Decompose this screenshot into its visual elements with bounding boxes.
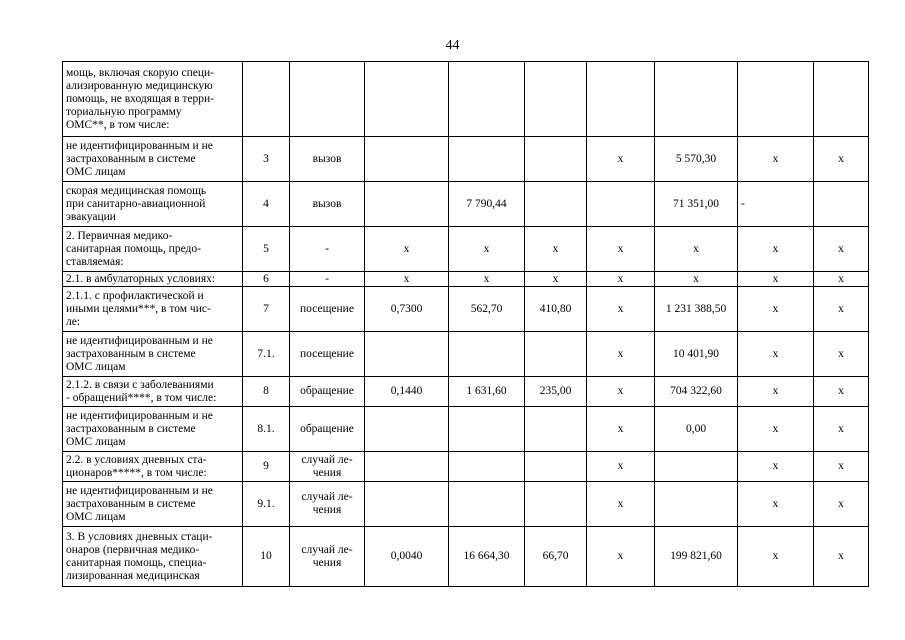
cell-cost-per-unit [449, 482, 525, 527]
table-row [63, 482, 869, 527]
page-number: 44 [445, 38, 460, 53]
cell-col10: х [814, 332, 869, 377]
cell-col7: х [587, 527, 655, 587]
cell-col7: х [587, 287, 655, 332]
table-row [63, 272, 869, 287]
cell-col9: х [738, 452, 814, 482]
cell-volume-norm [365, 62, 449, 137]
cell-unit: - [290, 227, 365, 272]
cell-name: 2. Первичная медико- санитарная помощь, предо- ставляемая: [63, 227, 243, 272]
cell-col7: х [587, 227, 655, 272]
cell-row-number: 8 [243, 377, 290, 407]
table-row [63, 452, 869, 482]
cell-col7: х [587, 332, 655, 377]
cell-total: х [655, 272, 738, 287]
cell-col9: х [738, 287, 814, 332]
cell-col9: х [738, 377, 814, 407]
cell-total: 10 401,90 [655, 332, 738, 377]
cell-total: 5 570,30 [655, 137, 738, 182]
cell-name: не идентифицированным и не застрахованным в системе ОМС лицам [63, 407, 243, 452]
cell-col7: х [587, 407, 655, 452]
cell-unit: случай ле- чения [290, 527, 365, 587]
cell-col7: х [587, 377, 655, 407]
cell-unit: обращение [290, 407, 365, 452]
cell-col9: х [738, 527, 814, 587]
cell-name: не идентифицированным и не застрахованным в системе ОМС лицам [63, 332, 243, 377]
cell-cost-per-unit [449, 332, 525, 377]
cell-unit: посещение [290, 287, 365, 332]
cell-name: 2.1.1. с профилактической и иными целями***, в том чис- ле: [63, 287, 243, 332]
cell-row-number: 7.1. [243, 332, 290, 377]
cell-cost-per-unit: х [449, 227, 525, 272]
cell-volume-norm [365, 332, 449, 377]
cell-col10: х [814, 287, 869, 332]
cell-row-number: 5 [243, 227, 290, 272]
cell-per-capita: х [525, 272, 587, 287]
cell-volume-norm [365, 452, 449, 482]
cell-volume-norm [365, 182, 449, 227]
cell-col10: х [814, 227, 869, 272]
cell-unit: случай ле- чения [290, 482, 365, 527]
cell-col9: - [738, 182, 814, 227]
cell-col7: х [587, 137, 655, 182]
cell-name: не идентифицированным и не застрахованным в системе ОМС лицам [63, 137, 243, 182]
cell-col9: х [738, 482, 814, 527]
cell-row-number: 4 [243, 182, 290, 227]
cell-volume-norm [365, 137, 449, 182]
cell-col9: х [738, 272, 814, 287]
cell-total: х [655, 227, 738, 272]
cell-cost-per-unit [449, 62, 525, 137]
cell-col10: х [814, 377, 869, 407]
tariff-table [62, 61, 869, 587]
cell-unit: - [290, 272, 365, 287]
cell-row-number: 7 [243, 287, 290, 332]
cell-col10: х [814, 452, 869, 482]
table-row [63, 137, 869, 182]
cell-col7: х [587, 272, 655, 287]
cell-col9: х [738, 332, 814, 377]
cell-volume-norm: 0,7300 [365, 287, 449, 332]
cell-cost-per-unit [449, 407, 525, 452]
cell-per-capita: 66,70 [525, 527, 587, 587]
cell-col10: х [814, 482, 869, 527]
cell-row-number [243, 62, 290, 137]
cell-col10 [814, 62, 869, 137]
cell-col10: х [814, 272, 869, 287]
cell-col10: х [814, 527, 869, 587]
cell-total [655, 62, 738, 137]
cell-col10: х [814, 407, 869, 452]
cell-per-capita [525, 407, 587, 452]
cell-col9: х [738, 407, 814, 452]
cell-per-capita [525, 62, 587, 137]
table-row [63, 332, 869, 377]
cell-volume-norm [365, 407, 449, 452]
cell-total [655, 452, 738, 482]
cell-cost-per-unit [449, 452, 525, 482]
cell-total: 199 821,60 [655, 527, 738, 587]
cell-unit: вызов [290, 137, 365, 182]
cell-volume-norm: х [365, 227, 449, 272]
cell-cost-per-unit: х [449, 272, 525, 287]
cell-cost-per-unit [449, 137, 525, 182]
cell-name: скорая медицинская помощь при санитарно-авиационной эвакуации [63, 182, 243, 227]
cell-cost-per-unit: 1 631,60 [449, 377, 525, 407]
table-row [63, 377, 869, 407]
cell-col10 [814, 182, 869, 227]
cell-cost-per-unit: 16 664,30 [449, 527, 525, 587]
cell-row-number: 9 [243, 452, 290, 482]
cell-per-capita [525, 332, 587, 377]
cell-per-capita: х [525, 227, 587, 272]
cell-unit: случай ле- чения [290, 452, 365, 482]
cell-row-number: 8.1. [243, 407, 290, 452]
cell-col7 [587, 182, 655, 227]
cell-unit: посещение [290, 332, 365, 377]
cell-unit: обращение [290, 377, 365, 407]
cell-col9: х [738, 137, 814, 182]
cell-total: 1 231 388,50 [655, 287, 738, 332]
cell-volume-norm [365, 482, 449, 527]
table-row [63, 287, 869, 332]
cell-per-capita: 410,80 [525, 287, 587, 332]
table-row [63, 182, 869, 227]
table-row [63, 62, 869, 137]
cell-name: не идентифицированным и не застрахованным в системе ОМС лицам [63, 482, 243, 527]
cell-col7: х [587, 452, 655, 482]
table-row [63, 407, 869, 452]
cell-per-capita [525, 137, 587, 182]
cell-cost-per-unit: 562,70 [449, 287, 525, 332]
cell-total: 704 322,60 [655, 377, 738, 407]
cell-total: 0,00 [655, 407, 738, 452]
cell-per-capita: 235,00 [525, 377, 587, 407]
cell-col10: х [814, 137, 869, 182]
cell-name: 2.2. в условиях дневных ста- ционаров*****, в том числе: [63, 452, 243, 482]
cell-name: 3. В условиях дневных стаци- онаров (первичная медико- санитарная помощь, специа- лизированная медицинская [63, 527, 243, 587]
cell-row-number: 3 [243, 137, 290, 182]
cell-per-capita [525, 482, 587, 527]
cell-name: 2.1.2. в связи с заболеваниями - обращений****, в том числе: [63, 377, 243, 407]
cell-name: 2.1. в амбулаторных условиях: [63, 272, 243, 287]
cell-cost-per-unit: 7 790,44 [449, 182, 525, 227]
cell-row-number: 9.1. [243, 482, 290, 527]
cell-per-capita [525, 182, 587, 227]
cell-col9 [738, 62, 814, 137]
cell-row-number: 6 [243, 272, 290, 287]
cell-per-capita [525, 452, 587, 482]
cell-total: 71 351,00 [655, 182, 738, 227]
cell-volume-norm: 0,0040 [365, 527, 449, 587]
table-row [63, 227, 869, 272]
cell-col7 [587, 62, 655, 137]
cell-row-number: 10 [243, 527, 290, 587]
cell-col7: х [587, 482, 655, 527]
table-row [63, 527, 869, 587]
cell-total [655, 482, 738, 527]
cell-volume-norm: х [365, 272, 449, 287]
cell-unit: вызов [290, 182, 365, 227]
cell-unit [290, 62, 365, 137]
cell-col9: х [738, 227, 814, 272]
cell-volume-norm: 0,1440 [365, 377, 449, 407]
cell-name: мощь, включая скорую специ- ализированную медицинскую помощь, не входящая в терри- ториальную программу ОМС**, в том числе: [63, 62, 243, 137]
